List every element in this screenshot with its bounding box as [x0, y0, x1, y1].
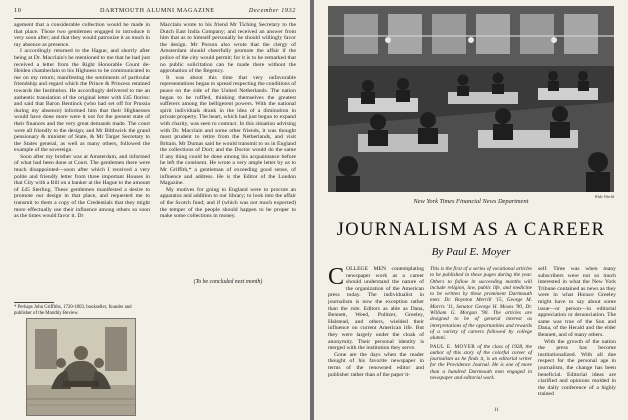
- intro-text: of the class of 1928, the author of this story of the colorful career of journalism as he finds it, is an editorial writer for the Providence Journal. He is one of more than a hundred Dartmouth men engaged in newspaper and editorial work.: [430, 343, 533, 382]
- paragraph: [328, 266, 424, 352]
- continued-note: (To be concluded next month): [193, 279, 263, 285]
- article-headline: JOURNALISM AS A CAREER: [336, 220, 606, 240]
- paragraph: agement that a considerable collection would be made in that place. Those two gentlemen engaged to introduce it very soon after; and that they would patronize it as much in my absence as presence.: [14, 22, 150, 48]
- engraving-scene-icon: [27, 319, 135, 415]
- intro-paragraph: This is the first of a series of vocational articles to be published in these pages during the year. Others to follow in succeeding months will include religion, law, public life, and medicine to be written by these prominent Dartmouth men: Dr. Boynton Merrill '15, George M. Morris '11, Senator George H. Moses '90, Dr. William G. Morgan '90. The articles are designed to be of general interest as interpretations of the opportunities and rewards of a variety of careers followed by college alumni.: [430, 266, 532, 342]
- running-header: [14, 7, 296, 17]
- paragraph: My motives for going to England were to procure an apparatus and addition to our library; to look into the affair of the Scotch fund; and if (which was not much expected) the temper of the people should happen to be proper to make some collections in money.: [160, 186, 296, 220]
- newsroom-scene-icon: [328, 6, 614, 192]
- paragraph-text: OLLEGE MEN contemplating newspaper work as a career should understand the nature of the organization of the American press today. The individualist in journalism is now the exception rather than the rule. Editors as able as Dana, Bennett, Weed, Pulitzer, Greeley, Halstead, and others, wielded their influence on current American life. But they were largely under the cloak of anonymity. Their personal identity is merged with the institution they serve.: [328, 266, 424, 352]
- photo-caption: New York Times Financial News Department: [413, 198, 529, 205]
- footnote: * Perhaps John Griffiths, 1720-1803, bookseller, founder and publisher of the Monthly Review.: [14, 305, 132, 316]
- publication-title: DARTMOUTH ALUMNI MAGAZINE: [100, 7, 215, 14]
- photo-credit: Wide World: [594, 194, 614, 199]
- paragraph: Gone are the days when the reader thought of his favorite newspaper in terms of the renowned editor and publisher rather than of the paper it-: [328, 351, 424, 378]
- paragraph: With the growth of the nation the press has become institutionalized. With all due respect for the personal age in journalism, the change has been beneficial. Editorial ideas are clarified and opinions molded in the daily conference of a highly trained: [538, 338, 616, 398]
- paragraph: I accordingly returned to the Hague, and shortly after being at Dr. Macclain's he mentioned to me that he had just received a letter from the Right Honorable Count de-Heiden chamberlain to his Highness to be communicated to me on my return; manifesting the sentiments of particular friendship and regard which the Prince & Princess retained towards the Institution. He accordingly delivered to me an authentic translation of the original letter with £45 florins: and said that Baron Bentinck (who had set off for Prussia during my absence) informed him that their Highnesses would have done more were it not for the present state of their finances and the very great demands made. The court were all friendly to the design; and Mr Bilthwick the grand pensionary & minister of State, & Mr Targer Secretary to the States general, as well as many others, followed the example of the sovereign.: [14, 48, 150, 154]
- header-rule: [14, 18, 296, 19]
- right-column-3: [538, 266, 616, 416]
- paragraph: self. Time was when many subscribers were not so much interested in what the New York Tribune contained as news as they were in what Horace Greeley might have to say about some issue—or person—in editorial appreciation or denunciation. The same was true of the Sun and Dana, of the Herald and the elder Bennett, and of many others.: [538, 266, 616, 338]
- footnote-rule: [14, 302, 54, 303]
- author-name: PAUL E. MOYER: [430, 343, 476, 350]
- editor-intro-box: [430, 266, 532, 383]
- engraving-illustration: [26, 318, 136, 416]
- intro-paragraph: [430, 344, 532, 382]
- paragraph: It was about this time that very unfavorable representations began to spread respecting the conditions of peace on the side of the United Netherlands. The nation began to be ruffled, thinking themselves the greatest sufferers among the belligerent powers. With the national spirit individuals drank in the idea of a diminution in private property. The heart, which had just begun to expand with charity, was seen to contract. In this situation advising with Dr. Macclain and some other friends, it was thought most prudent to retire from the Netherlands, and visit Britain. Mr Dumas said he would transmit to us in England the collections of Dort; and the Doctor would do the same if any thing could be done among his acquaintance before he left the continent. He wrote a very ample letter by us to Mr Griffith,* a gentleman of exceeding good sense, of influence and address. He is the Editor of the London Magazine.: [160, 74, 296, 187]
- right-column-1: [328, 266, 424, 416]
- article-byline: By Paul E. Moyer: [431, 246, 511, 258]
- drop-cap: C: [328, 266, 345, 290]
- newsroom-photo: [328, 6, 614, 192]
- right-page: [314, 0, 628, 420]
- paragraph: Macclain wrote to his friend Mr Tiching Secretary to the Dutch East India Company; and received an answer from him that as to himself personally he should willingly favor the design. Mr Porson also wrote that the clergy of Amsterdam should cheerfully promote the affair if the police of the city would permit; for it is to be remarked that no public solicitation can be made there without the approbation of the Regency.: [160, 22, 296, 75]
- left-page: [0, 0, 310, 420]
- issue-date: December 1932: [248, 7, 296, 14]
- left-column-2: [160, 22, 296, 276]
- page-number-right: 11: [494, 408, 499, 413]
- paragraph: Soon after my brother was at Amsterdam, and informed of what had been done at Court. The gentlemen there were much disappointed—soon after which I received a very polite and friendly letter from three important Houses in that City with a Bill on a banker at the Hague to the amount of £45 Sterling. These gentlemen manifested a desire to promote our design in that place, and requested me to transmit to them a copy of the Credentials that they might more effectually use their influence among others so soon as the times would favor it. Dr: [14, 153, 150, 220]
- left-column-1: [14, 22, 150, 298]
- page-number-left: 10: [14, 7, 22, 14]
